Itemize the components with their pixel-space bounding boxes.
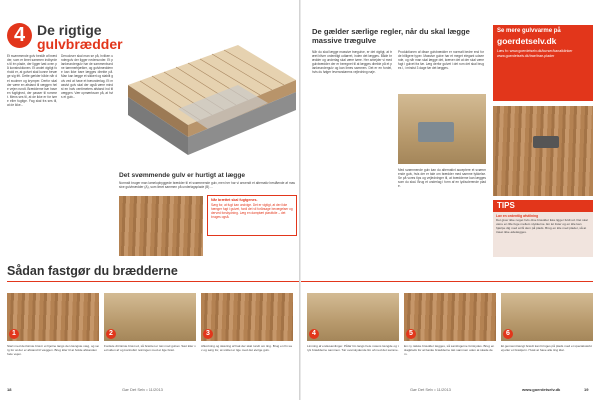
tips-box — [493, 212, 593, 257]
photo-boards-closeup — [119, 196, 203, 256]
left-folio: Gør Det Selv • 11/2013 — [122, 387, 163, 392]
caption-body: Normalt bruger man lamelopbyggede brædder til et svømmende gulv, men her har vi anvendt et alternativ bestående af massive gulvbrædder (A), som limet sammen på underlagsplade (B) ... — [119, 181, 295, 190]
right-page-number: 19 — [584, 387, 589, 392]
promo-sub[interactable]: Læs fx: www.goerdetselv.dk/kurser/kanalklinker www.goerdetselv.dk/trae/trae-plader — [497, 49, 573, 58]
step-text-2: Fordele dit første bræt ud, så brættet er tæt mod gulvet. Sæt kiler ved siden af og kontrollér retningen med et lige bræt. — [104, 344, 196, 352]
step-number-5: 5 — [406, 329, 416, 339]
section-heading: Sådan fastgør du brædderne — [7, 264, 178, 278]
website-footer[interactable]: www.goerdetselv.dk — [522, 387, 561, 392]
step-badge: 4 — [7, 23, 32, 48]
hammer-shape — [533, 136, 559, 148]
left-page-number: 18 — [7, 387, 12, 392]
title-line-1: De rigtige — [37, 22, 102, 38]
floor-cross-section-illustration — [118, 25, 298, 170]
note-box — [207, 195, 297, 236]
step-text-1: Start med det første bræt i et hjørne langs den længste væg, og sørg for at der er afstand til væggen. Brug kiler til at holde afstanden hele vejen. — [7, 344, 99, 356]
intro-column-1: Et svømmende gulv består af brædder, som er limet sammen indbyrdes til én plade, der ligger løst oven på konstruktionen. Et andet vigtigt forhold er, at gulvet skal kunne bevæge sig frit. Dette gælder både når det svulmer og krymper. Derfor skal der være en afstand til væggen hele vejen rundt. Brædderne bør have en fugtighed, der passer til rummet. Mens ses til, at de ikke er for tørre eller fugtige. Fag skal fra ses til, at de ikke... — [7, 54, 57, 108]
step-photo-4 — [307, 293, 399, 341]
photo-tools-on-floor — [493, 106, 593, 196]
right-heading: De gælder særlige regler, når du skal lægge massive træguIve — [312, 27, 470, 45]
promo-box — [493, 25, 593, 101]
tips-body: Det giver ikke noget hvis dine brædder ikke ligger fuldt ud. Det skal være en lille fuge mellem stykkerne. En let lister og en kile kan hjælpe dig med at få dem på plads. Brug en kile med plader, så at træet ikke ødelægges. — [496, 218, 588, 235]
step-number-6: 6 — [503, 329, 513, 339]
promo-site[interactable]: goerdetselv.dk — [497, 36, 557, 46]
step-number-1: 1 — [9, 329, 19, 339]
promo-line: Se mere gulvvarme på — [497, 28, 561, 34]
person-silhouette — [418, 122, 454, 142]
photo-finished-floor — [398, 94, 486, 164]
right-column-1: Når du skal lægge massive træguIve, er det vigtigt, at træet bliver ordentligt udtørret, inden det lægges. Både brædder og underlag skal være tørre. Her arbejder vi med gulvbrædder der er beregnet til at lægges direkte på et plankeundergulv og kan limes sammen. Det er en fordel, hvis du følger leverandørens vejledning nøje. — [312, 50, 392, 75]
step-text-5: En ny række brædder lægges, så samlingerne forskydes. Brug en slagklods for at banke brædderne tæt sammen uden at skade dem. — [404, 344, 495, 356]
step-text-3: Afkortning og skæring af hak der skal rundt om ting. Brug en fin sav og sørg for, at snittet er lige med det øvrige gulv. — [201, 344, 292, 352]
step-number-2: 2 — [106, 329, 116, 339]
caption-heading: Det svømmende gulv er hurtigt at lægge — [119, 172, 246, 179]
title-line-2: gulvbrædder — [37, 36, 123, 52]
right-folio: Gør Det Selv • 11/2013 — [410, 387, 451, 392]
step-photo-1 — [7, 293, 99, 341]
step-photo-2 — [104, 293, 196, 341]
step-photo-6 — [501, 293, 593, 341]
step-number-4: 4 — [309, 329, 319, 339]
step-photo-5 — [404, 293, 496, 341]
intro-column-2: Derudover skal man se på, hvilken undergulv der ligger nedenunder. Et plankeundergulv har de sammenbundne tømmerbjælker, og gulvbrædderne kan ikke bare lægges direkte på. Man kan lægge et sikkert og stabilt gulv ved at have et træunderlag. Et massivt gulv skal der også være mindst en halv centimeters afstand ind til væggen. Vær opmærksom på, at hvis et gulv... — [61, 54, 113, 99]
right-column-2: Produktionen af disse gulvbrædder er normalt bedre end for de billigere typer. Massive gulve har et meget elegant udseende, og når man skal lægge det, kræver det at der skal være fugt i gulvet fra før. Læg derfor gulvet i det rum det skal bruges i, i mindst 3 dage før det lægges. — [398, 50, 484, 71]
step-photo-3 — [201, 293, 293, 341]
note-body: Sørg for, at fugt kan undvige. Det er vigtigt, at der ikke hænger fugt i gulvet, fordi det vil forårsage bevægelser og derved forskydning. Læg en damptæt plastfolie – det bruges også. — [211, 202, 293, 219]
step-number-3: 3 — [203, 329, 213, 339]
step-text-6: Et gennemtrængt brædt kan bringes på plads med et specialværktøj eller et brækjern. Husk at have alle ting klar. — [501, 344, 592, 352]
page-title — [37, 23, 123, 51]
page-gutter — [299, 0, 301, 400]
tips-label: TIPS — [493, 200, 593, 212]
right-column-3: Med svømmende gulv kan du alternativt acceptere et svømmende gulv, hvis der er tale om brædder med samme tykkelse. Se på vores tips og vejledninger til, at brædderne kan lægges som du skal. Brug et underlag i form af en lydisolerende plade. — [398, 168, 486, 189]
step-text-4: Limning af endesamlinger. Påfør lim langs hele notens længde og tryk brædderne sammen. Tør overskydende lim af med det samme. — [307, 344, 399, 352]
note-heading: Når brættet skal fugtgenes. — [211, 198, 258, 202]
tips-heading: Lav en ordentlig afstilning — [496, 214, 539, 218]
